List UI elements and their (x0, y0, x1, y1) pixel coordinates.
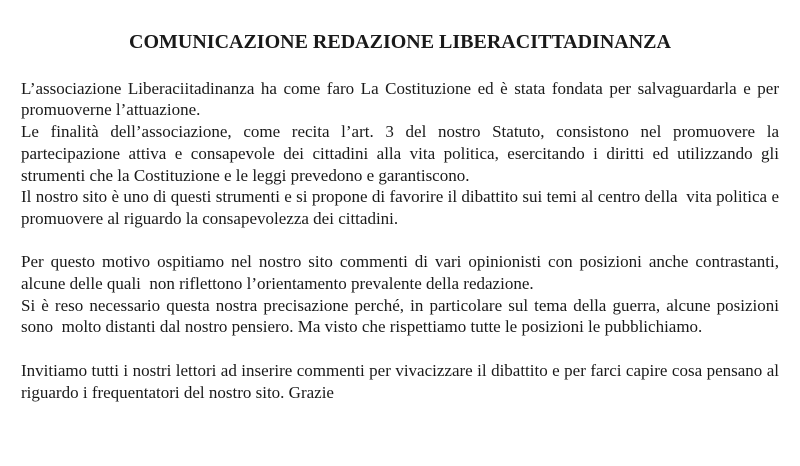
paragraph: Il nostro sito è uno di questi strumenti e si propone di favorire il dibattito sui temi al centro della vita politica e promuovere al riguardo la consapevolezza dei cittadini. (21, 187, 784, 228)
blank-line (21, 230, 779, 252)
paragraph: Le finalità dell’associazione, come recita l’art. 3 del nostro Statuto, consistono nel promuovere la partecipazione attiva e consapevole dei cittadini alla vita politica, esercitando i diritti ed utilizzando gli strumenti che la Costituzione e le leggi prevedono e garantiscono. (21, 122, 784, 185)
blank-line (21, 338, 779, 360)
document-title: COMUNICAZIONE REDAZIONE LIBERACITTADINANZA (129, 31, 671, 53)
paragraph: Invitiamo tutti i nostri lettori ad inserire commenti per vivacizzare il dibattito e per farci capire cosa pensano al riguardo i frequentatori del nostro sito. Grazie (21, 360, 784, 402)
paragraph: Per questo motivo ospitiamo nel nostro sito commenti di vari opinionisti con posizioni anche contrastanti, alcune delle quali non riflettono l’orientamento prevalente della redazione. (21, 252, 784, 294)
paragraph: L’associazione Liberaciitadinanza ha come faro La Costituzione ed è stata fondata per salvaguardarla e per promuoverne l’attuazione. (21, 78, 784, 120)
document-body (21, 78, 784, 404)
paragraph: Si è reso necessario questa nostra precisazione perché, in particolare sul tema della guerra, alcune posizioni sono molto distanti dal nostro pensiero. Ma visto che rispettiamo tutte le posizioni le pubblichiamo. (21, 295, 784, 337)
